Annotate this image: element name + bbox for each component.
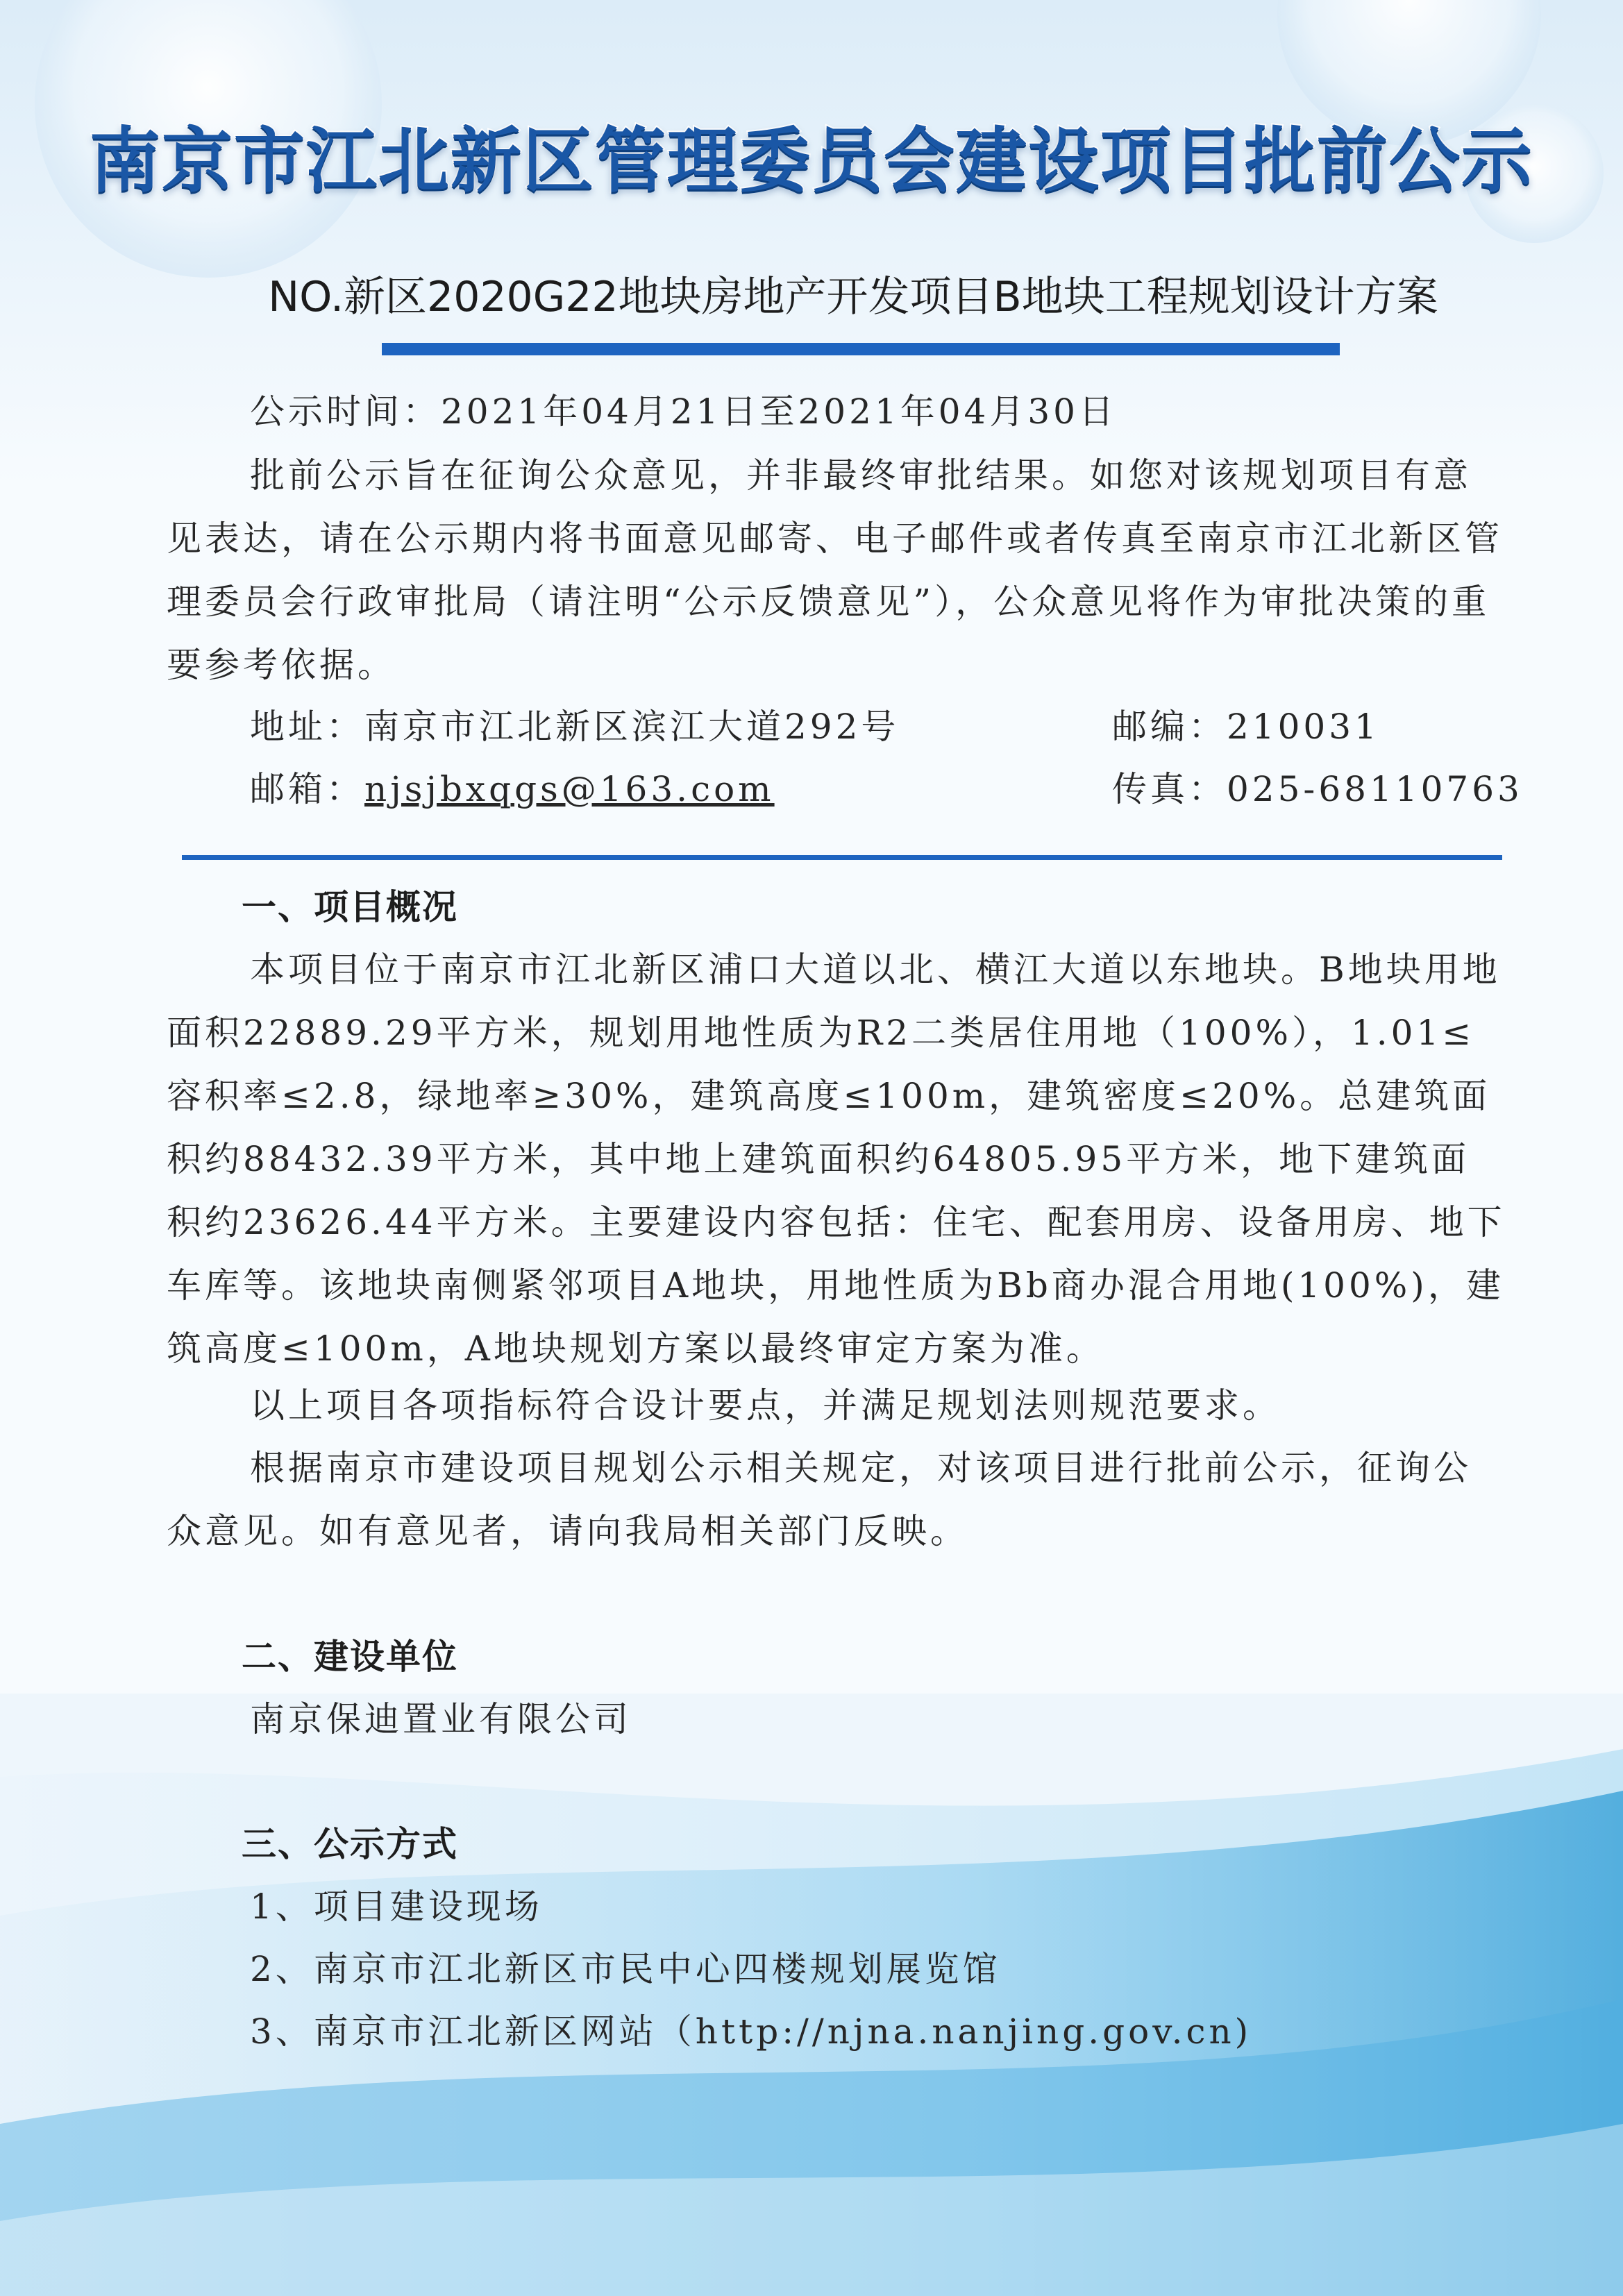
builder-company: 南京保迪置业有限公司 <box>250 1699 632 1739</box>
compliance-paragraph: 以上项目各项指标符合设计要点，并满足规划法则规范要求。 <box>250 1385 1281 1426</box>
page-title: 南京市江北新区管理委员会建设项目批前公示 <box>90 120 1533 203</box>
subtitle-text: NO.新区2020G22地块房地产开发项目B地块工程规划设计方案 <box>268 273 1438 321</box>
address-label: 地址： <box>250 707 364 747</box>
section-divider <box>182 855 1502 860</box>
method-item: 1、项目建设现场 <box>250 1886 543 1927</box>
fax-row <box>1112 758 1523 821</box>
email-link[interactable]: njsjbxqgs@163.com <box>364 769 775 809</box>
method-item-website: 3、南京市江北新区网站（http://njna.nanjing.gov.cn) <box>250 2011 1252 2052</box>
email-row <box>250 758 775 821</box>
section-heading-builder: 二、建设单位 <box>242 1637 458 1677</box>
postcode-value: 210031 <box>1227 707 1380 747</box>
page-subtitle <box>0 269 1623 325</box>
postcode-label: 邮编： <box>1112 707 1227 747</box>
postcode-row <box>1112 695 1380 759</box>
address-row <box>250 695 899 759</box>
section-heading-method: 三、公示方式 <box>242 1824 458 1864</box>
fax-value: 025-68110763 <box>1227 769 1523 809</box>
address-value: 南京市江北新区滨江大道292号 <box>364 707 900 747</box>
title-rule <box>382 343 1340 355</box>
notice-intro: 批前公示旨在征询公众意见，并非最终审批结果。如您对该规划项目有意见表达，请在公示期内将书面意见邮寄、电子邮件或者传真至南京市江北新区管理委员会行政审批局（请注明“公示反馈意见”），公众意见将作为审批决策的重要参考依据。 <box>167 455 1503 685</box>
notice-period: 公示时间：2021年04月21日至2021年04月30日 <box>250 391 1117 432</box>
method-item: 2、南京市江北新区市民中心四楼规划展览馆 <box>250 1949 1001 1989</box>
feedback-paragraph: 根据南京市建设项目规划公示相关规定，对该项目进行批前公示，征询公众意见。如有意见者，请向我局相关部门反映。 <box>167 1448 1472 1551</box>
fax-label: 传真： <box>1112 769 1227 809</box>
section-heading-overview: 一、项目概况 <box>242 887 458 927</box>
overview-paragraph: 本项目位于南京市江北新区浦口大道以北、横江大道以东地块。B地块用地面积22889.29平方米，规划用地性质为R2二类居住用地（100%），1.01≤容积率≤2.8，绿地率≥30%，建筑高度≤100m，建筑密度≤20%。总建筑面积约88432.39平方米，其中地上建筑面积约64805.95平方米，地下建筑面积约23626.44平方米。主要建设内容包括：住宅、配套用房、设备用房、地下车库等。该地块南侧紧邻项目A地块，用地性质为Bb商办混合用地(100%)，建筑高度≤100m，A地块规划方案以最终审定方案为准。 <box>167 949 1506 1369</box>
email-label: 邮箱： <box>250 769 364 809</box>
